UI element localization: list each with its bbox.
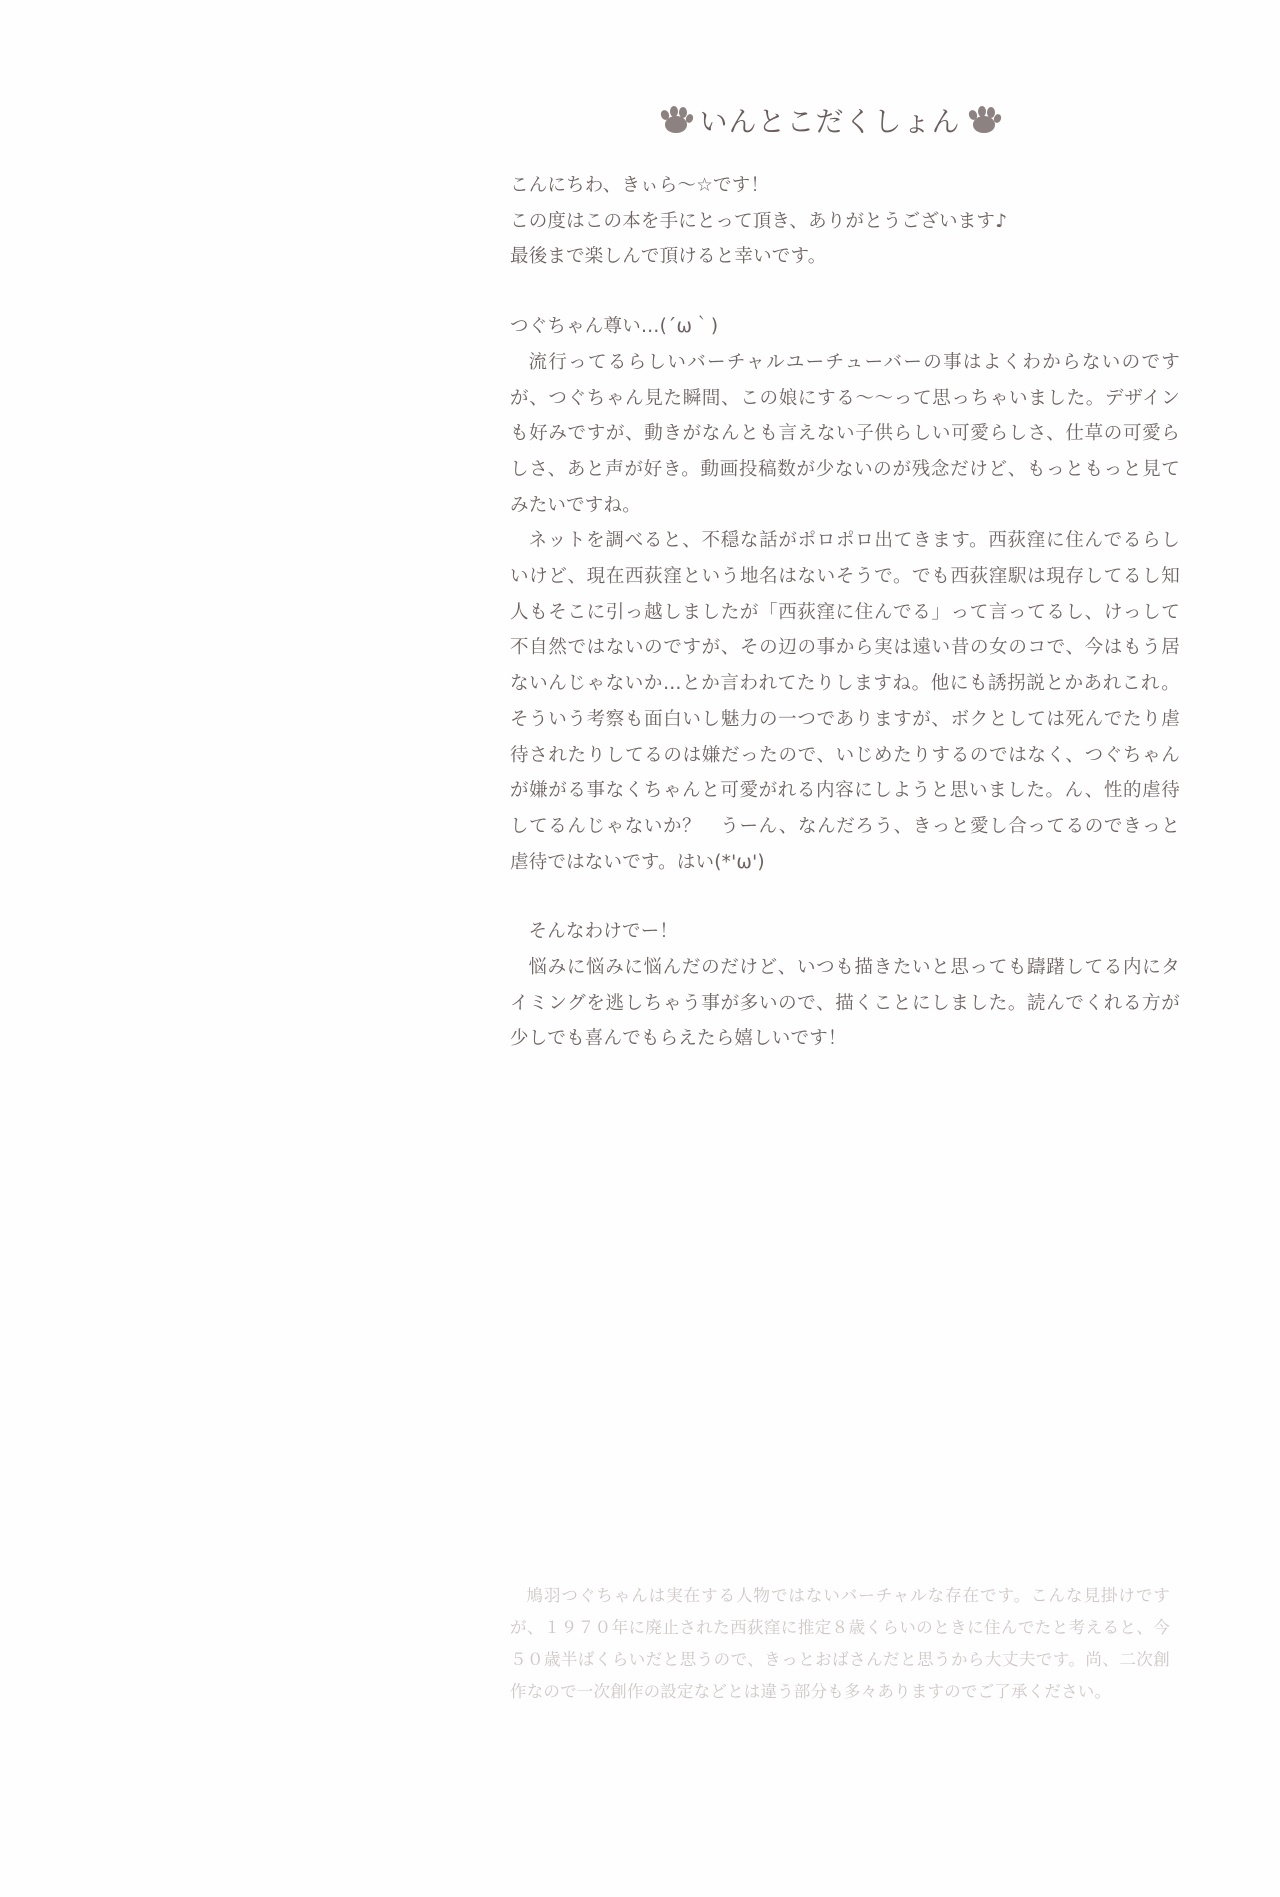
footnote-text: 鳩羽つぐちゃんは実在する人物ではないバーチャルな存在です。こんな見掛けですが、１９７０年に廃止された西荻窪に推定８歳くらいのときに住んでたと考えると、今５０歳半ばくらいだと思うので、きっとおばさんだと思うから大丈夫です。尚、二次創作なので一次創作の設定などとは違う部分も多々ありますのでご了承ください。 [510, 1586, 1170, 1701]
section-1-paragraph-2: ネットを調べると、不穏な話がポロポロ出てきます。西荻窪に住んでるらしいけど、現在西荻窪という地名はないそうで。でも西荻窪駅は現存してるし知人もそこに引っ越しましたが「西荻窪に住んでる」って言ってるし、けっして不自然ではないのですが、その辺の事から実は遠い昔の女のコで、今はもう居ないんじゃないか…とか言われてたりしますね。他にも誘拐説とかあれこれ。そういう考察も面白いし魅力の一つでありますが、ボクとしては死んでたり虐待されたりしてるのは嫌だったので、いじめたりするのではなく、つぐちゃんが嫌がる事なくちゃんと可愛がれる内容にしようと思いました。ん、性的虐待してるんじゃないか？ うーん、なんだろう、きっと愛し合ってるのできっと虐待ではないです。はい(*'ω') [510, 530, 1180, 873]
greeting-line-3: 最後まで楽しんで頂けると幸いです。 [510, 246, 827, 268]
paw-print-icon [967, 105, 1001, 135]
section-2-paragraph-1: 悩みに悩みに悩んだのだけど、いつも描きたいと思っても躊躇してる内にタイミングを逃しちゃう事が多いので、描くことにしました。読んでくれる方が少しでも喜んでもらえたら嬉しいです！ [510, 957, 1180, 1050]
section-1-paragraph-1: 流行ってるらしいバーチャルユーチューバーの事はよくわからないのですが、つぐちゃん見た瞬間、この娘にする〜〜って思っちゃいました。デザインも好みですが、動きがなんとも言えない子供らしい可愛らしさ、仕草の可愛らしさ、あと声が好き。動画投稿数が少ないのが残念だけど、もっともっと見てみたいですね。 [510, 351, 1180, 516]
greeting-line-2: この度はこの本を手にとって頂き、ありがとうございます♪ [510, 210, 1008, 232]
page-title-text: いんとこだくしょん [699, 105, 961, 138]
document-body [510, 100, 1180, 1057]
section-1-heading: つぐちゃん尊い…(´ω｀) [510, 316, 719, 338]
greeting-line-1: こんにちわ、きぃら〜☆です！ [510, 175, 770, 196]
section-2-heading: そんなわけでー！ [528, 921, 679, 943]
paw-print-icon [659, 105, 693, 135]
page-title [480, 100, 1180, 140]
